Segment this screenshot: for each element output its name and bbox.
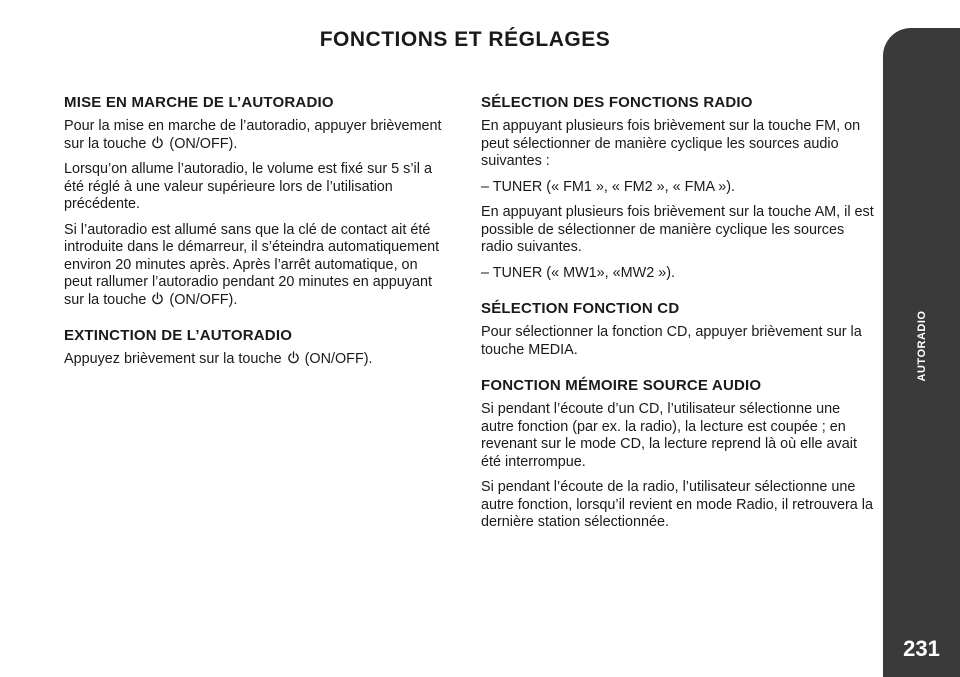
paragraph-selection-radio-4: – TUNER (« MW1», «MW2 »).: [481, 264, 676, 281]
heading-memoire-source: FONCTION MÉMOIRE SOURCE AUDIO: [481, 377, 762, 394]
heading-selection-cd: SÉLECTION FONCTION CD: [481, 300, 680, 317]
power-icon: [287, 351, 300, 364]
paragraph-memoire-source-1: Si pendant l’écoute d’un CD, l’utilisateur sélectionne une autre fonction (par ex. la radio), la lecture est coupée ; en revenant sur le mode CD, la lecture reprend là où elle avait été interrompue.: [481, 401, 857, 470]
paragraph-selection-cd-1: Pour sélectionner la fonction CD, appuyer brièvement sur la touche MEDIA.: [481, 324, 862, 358]
paragraph-mise-en-marche-1: Pour la mise en marche de l’autoradio, appuyer brièvement sur la touche (ON/OFF).: [64, 118, 442, 152]
left-column: [64, 94, 449, 377]
heading-extinction: EXTINCTION DE L’AUTORADIO: [64, 327, 293, 344]
page-title: FONCTIONS ET RÉGLAGES: [319, 28, 611, 51]
right-column: [481, 94, 876, 540]
paragraph-selection-radio-1: En appuyant plusieurs fois brièvement sur la touche FM, on peut sélectionner de manière cyclique les sources audio suivantes :: [481, 118, 861, 169]
paragraph-selection-radio-2: – TUNER (« FM1 », « FM2 », « FMA »).: [481, 178, 736, 195]
paragraph-selection-radio-3: En appuyant plusieurs fois brièvement sur la touche AM, il est possible de sélectionner de manière cyclique les sources radio suivantes.: [481, 204, 874, 255]
heading-selection-radio: SÉLECTION DES FONCTIONS RADIO: [481, 94, 753, 111]
power-icon: [151, 136, 164, 149]
side-tab-label: AUTORADIO: [915, 310, 928, 382]
paragraph-memoire-source-2: Si pendant l’écoute de la radio, l’utilisateur sélectionne une autre fonction, lorsqu’il revient en mode Radio, il retrouvera la dernière station sélectionnée.: [481, 479, 873, 530]
page-number: 231: [903, 636, 940, 661]
paragraph-mise-en-marche-2: Lorsqu’on allume l’autoradio, le volume est fixé sur 5 s’il a été réglé à une valeur supérieure lors de l’utilisation précédente.: [64, 161, 432, 212]
heading-mise-en-marche: MISE EN MARCHE DE L’AUTORADIO: [64, 94, 334, 111]
power-icon: [151, 292, 164, 305]
paragraph-extinction-1: Appuyez brièvement sur la touche (ON/OFF).: [64, 351, 373, 367]
paragraph-mise-en-marche-3: Si l’autoradio est allumé sans que la clé de contact ait été introduite dans le démarreur, il s’éteindra automatiquement environ 20 minutes après. Après l’arrêt automatique, on peut rallumer l’autoradio pendant 20 minutes en appuyant sur la touche (ON/OFF).: [64, 221, 440, 308]
side-tab: [883, 28, 960, 677]
